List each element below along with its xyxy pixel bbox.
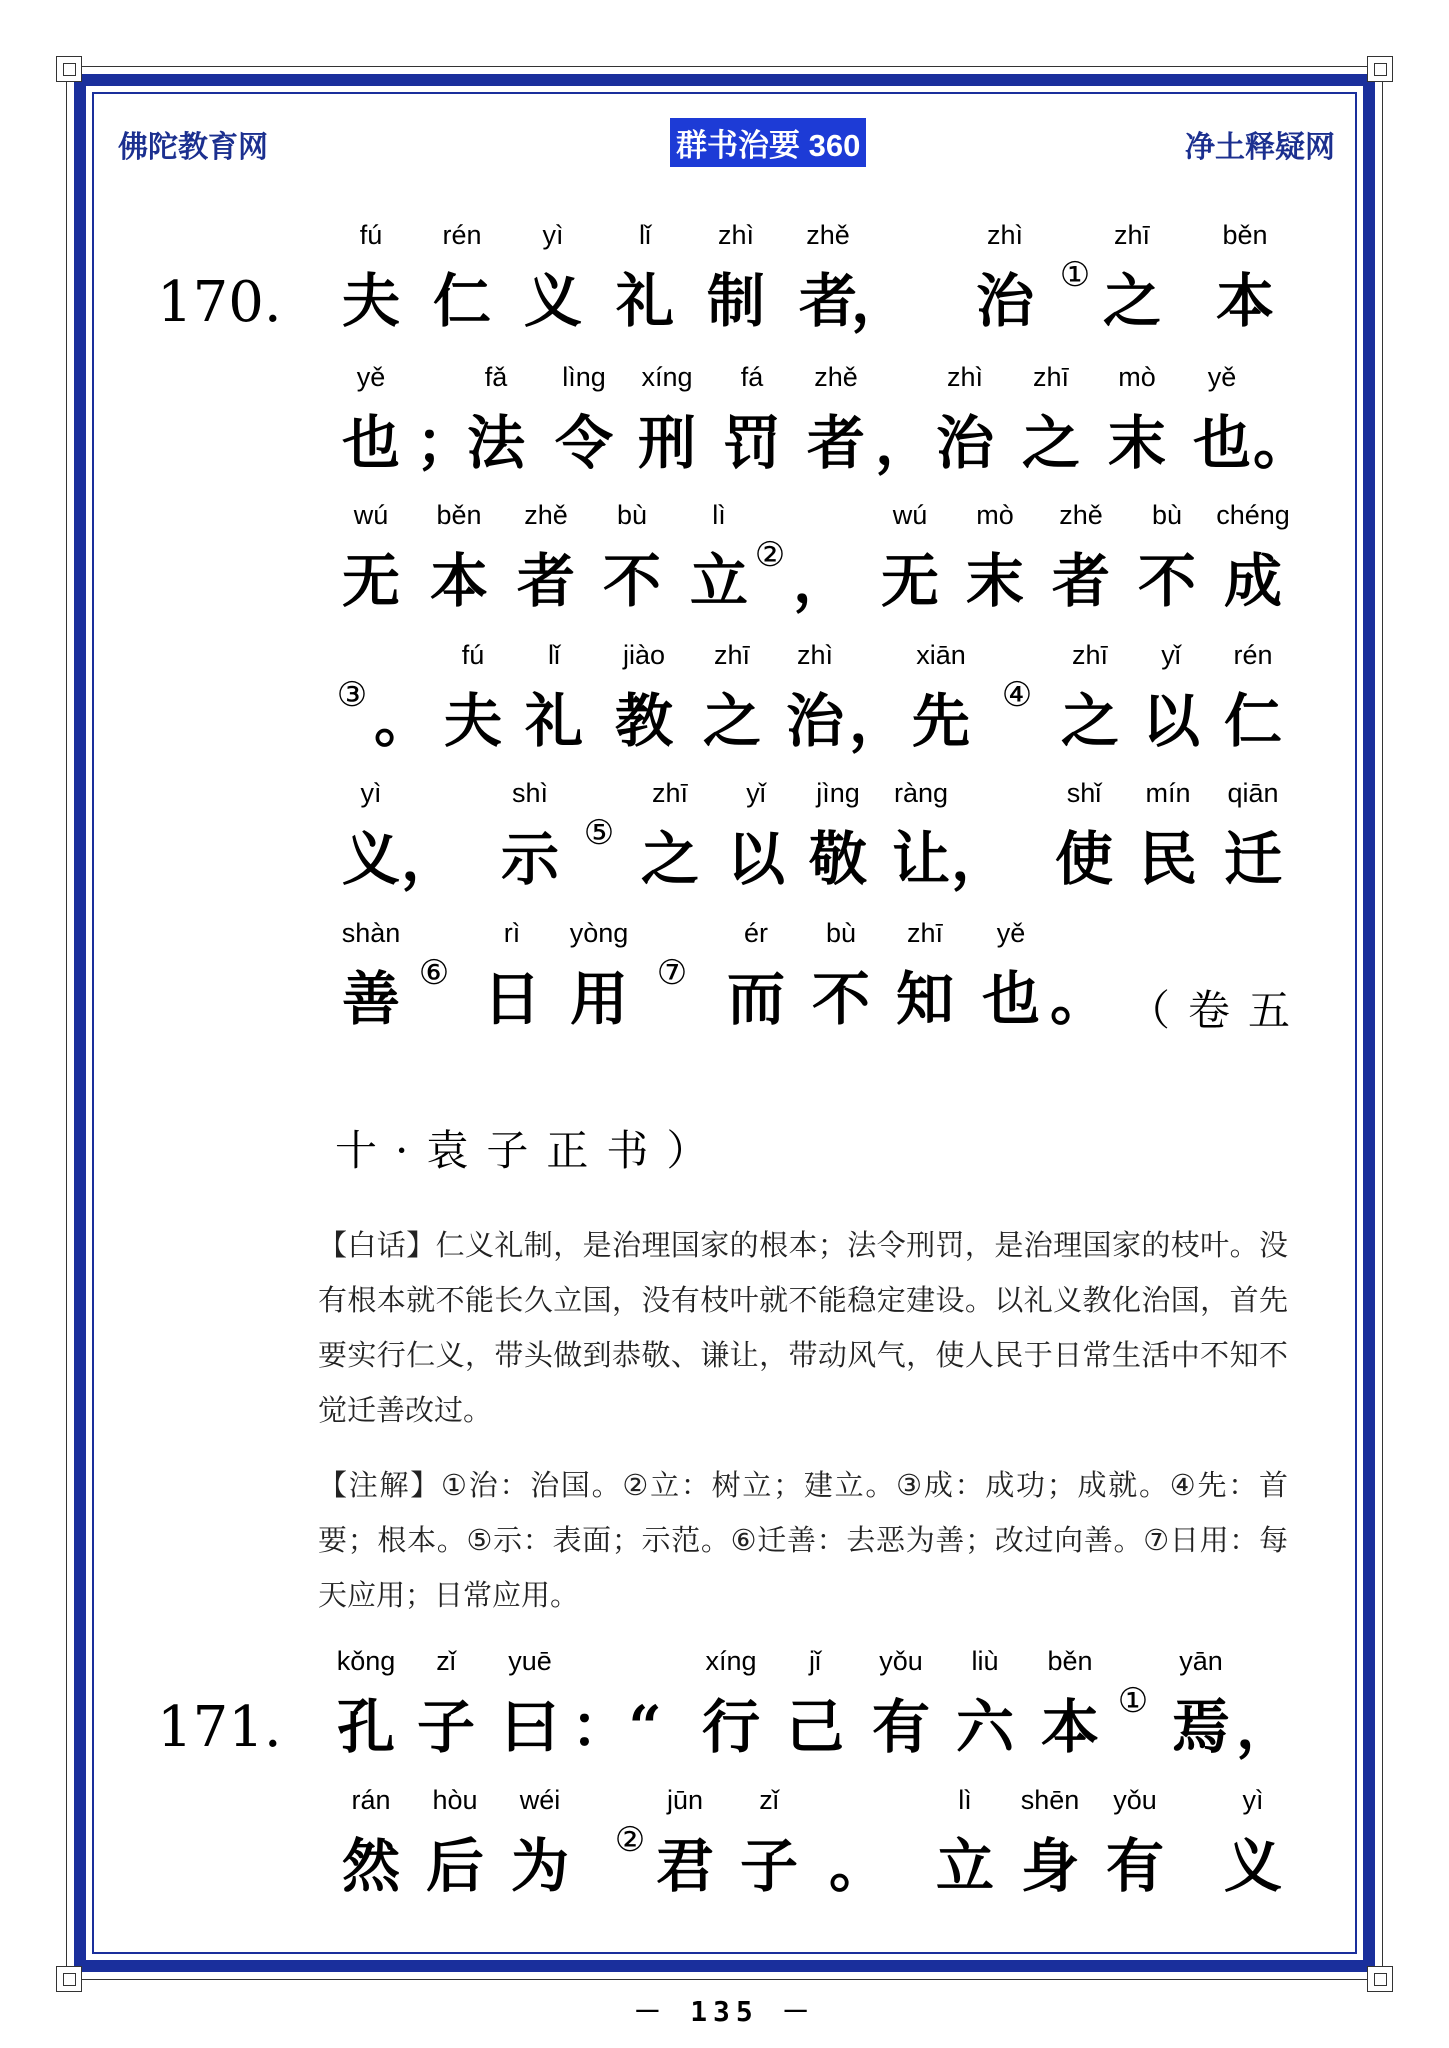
hanzi-character: 不 — [602, 547, 662, 615]
hanzi-character: 子 — [739, 1832, 799, 1900]
entry-number: 171. — [157, 1695, 282, 1760]
hanzi-character: 之 — [1102, 267, 1162, 335]
pinyin-annotation: zhě — [814, 362, 858, 392]
pinyin-annotation: liù — [971, 1646, 999, 1676]
pinyin-annotation: zhī — [651, 778, 689, 808]
hanzi-character: 礼 — [615, 267, 675, 335]
pinyin-annotation: zhì — [717, 220, 755, 250]
pinyin-annotation: yǐ — [1161, 640, 1181, 670]
hanzi-character: 者 — [798, 267, 858, 335]
pinyin-annotation: shǐ — [1066, 778, 1102, 808]
hanzi-character: ， — [950, 825, 1010, 893]
hanzi-character: 者 — [806, 409, 866, 477]
hanzi-character: 行 — [701, 1693, 761, 1761]
hanzi-character: 以 — [1141, 687, 1201, 755]
hanzi-character: 义 — [1223, 1832, 1283, 1900]
hanzi-character: 后 — [425, 1832, 485, 1900]
pinyin-annotation: yuē — [508, 1646, 552, 1676]
hanzi-character: 然 — [341, 1832, 401, 1900]
hanzi-character: 示 — [500, 825, 560, 893]
pinyin-annotation: lǐ — [548, 640, 560, 670]
hanzi-character: 本 — [1040, 1693, 1100, 1761]
pinyin-annotation: jiào — [622, 640, 666, 670]
hanzi-character: 己 — [785, 1693, 845, 1761]
verse-line — [0, 220, 1449, 360]
hanzi-character: 教 — [614, 687, 674, 755]
pinyin-annotation: yǒu — [879, 1646, 923, 1676]
verse-line — [0, 640, 1449, 780]
hanzi-character: 末 — [1107, 409, 1167, 477]
source-citation-start: （卷五 — [1128, 986, 1309, 1035]
pinyin-annotation: chéng — [1216, 500, 1290, 530]
hanzi-character: ， — [792, 547, 852, 615]
pinyin-annotation: yě — [356, 362, 386, 392]
corner-ornament — [1367, 56, 1393, 82]
pinyin-annotation: yì — [360, 778, 382, 808]
pinyin-annotation: yě — [1207, 362, 1237, 392]
verse-line — [0, 778, 1449, 918]
hanzi-character: “ — [628, 1693, 662, 1761]
hanzi-character: 制 — [706, 267, 766, 335]
footnote-marker: ⑤ — [583, 813, 615, 853]
hanzi-character: 罚 — [722, 409, 782, 477]
pinyin-annotation: lǐ — [639, 220, 651, 250]
pinyin-annotation: zhī — [1113, 220, 1151, 250]
pinyin-annotation: yì — [542, 220, 564, 250]
pinyin-annotation: mín — [1145, 778, 1191, 808]
hanzi-character: 之 — [1060, 687, 1120, 755]
footnote-marker: ② — [754, 535, 786, 575]
hanzi-character: ， — [848, 687, 908, 755]
hanzi-character: 夫 — [341, 267, 401, 335]
verse-line — [0, 1785, 1449, 1925]
pinyin-annotation: yì — [1242, 1785, 1264, 1815]
hanzi-character: 子 — [416, 1693, 476, 1761]
hanzi-character: 而 — [726, 965, 786, 1033]
pinyin-annotation: ràng — [893, 778, 949, 808]
pinyin-annotation: mò — [976, 500, 1014, 530]
pinyin-annotation: zhì — [986, 220, 1024, 250]
hanzi-character: 也 — [341, 409, 401, 477]
hanzi-character: 有 — [1105, 1832, 1165, 1900]
pinyin-annotation: bù — [1151, 500, 1183, 530]
pinyin-annotation: wú — [892, 500, 928, 530]
hanzi-character: 曰 — [500, 1693, 560, 1761]
hanzi-character: 使 — [1054, 825, 1114, 893]
hanzi-character: 日 — [482, 965, 542, 1033]
pinyin-annotation: fú — [461, 640, 485, 670]
hanzi-character: 为 — [510, 1832, 570, 1900]
pinyin-annotation: yòng — [569, 918, 629, 948]
footnote-marker: ③ — [336, 675, 368, 715]
pinyin-annotation: běn — [1047, 1646, 1093, 1676]
hanzi-character: 也 — [1192, 409, 1252, 477]
hanzi-character: 敬 — [808, 825, 868, 893]
pinyin-annotation: zhī — [1032, 362, 1070, 392]
pinyin-annotation: ér — [743, 918, 769, 948]
hanzi-character: 知 — [895, 965, 955, 1033]
hanzi-character: 让 — [891, 825, 951, 893]
book-title-badge: 群书治要 360 — [670, 118, 866, 167]
pinyin-annotation: rén — [1233, 640, 1273, 670]
pinyin-annotation: yǐ — [746, 778, 766, 808]
hanzi-character: 本 — [1215, 267, 1275, 335]
hanzi-character: 有 — [871, 1693, 931, 1761]
page-number: － 135 － — [633, 1995, 816, 2028]
hanzi-character: 无 — [880, 547, 940, 615]
corner-ornament — [56, 56, 82, 82]
hanzi-character: 之 — [1021, 409, 1081, 477]
pinyin-annotation: wú — [353, 500, 389, 530]
pinyin-annotation: rén — [442, 220, 482, 250]
annotation-notes: 【注解】①治：治国。②立：树立；建立。③成：成功；成就。④先：首要；根本。⑤示：表面；示范。⑥迁善：去恶为善；改过向善。⑦日用：每天应用；日常应用。 — [318, 1468, 1288, 1612]
pinyin-annotation: zhī — [906, 918, 944, 948]
site-name-right: 净土释疑网 — [1185, 131, 1335, 164]
hanzi-character: 无 — [341, 547, 401, 615]
hanzi-character: 治 — [935, 409, 995, 477]
pinyin-annotation: zhě — [524, 500, 568, 530]
hanzi-character: ： — [570, 1693, 630, 1761]
verse-line — [0, 500, 1449, 640]
pinyin-annotation: zhě — [1059, 500, 1103, 530]
pinyin-annotation: fá — [740, 362, 764, 392]
pinyin-annotation: qiān — [1227, 778, 1279, 808]
pinyin-annotation: yān — [1179, 1646, 1223, 1676]
pinyin-annotation: jūn — [666, 1785, 704, 1815]
pinyin-annotation: shēn — [1020, 1785, 1080, 1815]
hanzi-character: 者 — [1051, 547, 1111, 615]
footnote-marker: ⑦ — [656, 953, 688, 993]
verse-line — [0, 1646, 1449, 1786]
pinyin-annotation: fǎ — [484, 362, 508, 392]
corner-ornament — [1367, 1966, 1393, 1992]
footnote-marker: ⑥ — [418, 953, 450, 993]
hanzi-character: 民 — [1138, 825, 1198, 893]
hanzi-character: 治 — [785, 687, 845, 755]
pinyin-annotation: lì — [712, 500, 726, 530]
pinyin-annotation: zhì — [946, 362, 984, 392]
hanzi-character: 孔 — [336, 1693, 396, 1761]
hanzi-character: 。 — [1049, 965, 1109, 1033]
pinyin-annotation: běn — [1222, 220, 1268, 250]
pinyin-annotation: bù — [616, 500, 648, 530]
pinyin-annotation: shì — [511, 778, 549, 808]
hanzi-character: 之 — [702, 687, 762, 755]
pinyin-annotation: yǒu — [1113, 1785, 1157, 1815]
hanzi-character: ， — [850, 267, 910, 335]
hanzi-character: 焉 — [1171, 1693, 1231, 1761]
pinyin-annotation: xiān — [916, 640, 966, 670]
pinyin-annotation: zhī — [1071, 640, 1109, 670]
entry-number: 170. — [157, 270, 282, 335]
hanzi-character: 义 — [341, 825, 401, 893]
hanzi-character: 立 — [689, 547, 749, 615]
pinyin-annotation: zǐ — [759, 1785, 779, 1815]
hanzi-character: 身 — [1020, 1832, 1080, 1900]
hanzi-character: 不 — [1137, 547, 1197, 615]
pinyin-annotation: shàn — [341, 918, 401, 948]
pinyin-annotation: mò — [1118, 362, 1156, 392]
footnote-marker: ① — [1059, 255, 1091, 295]
pinyin-annotation: jǐ — [809, 1646, 821, 1676]
hanzi-character: 仁 — [432, 267, 492, 335]
pinyin-annotation: fú — [359, 220, 383, 250]
pinyin-annotation: kǒng — [336, 1646, 396, 1676]
hanzi-character: 善 — [341, 965, 401, 1033]
hanzi-character: 末 — [965, 547, 1025, 615]
pinyin-annotation: zhě — [806, 220, 850, 250]
hanzi-character: 义 — [523, 267, 583, 335]
pinyin-annotation: wéi — [519, 1785, 561, 1815]
pinyin-annotation: zǐ — [436, 1646, 456, 1676]
hanzi-character: 夫 — [443, 687, 503, 755]
hanzi-character: 令 — [554, 409, 614, 477]
vernacular-translation: 【白话】仁义礼制，是治理国家的根本；法令刑罚，是治理国家的枝叶。没有根本就不能长久立国，没有枝叶就不能稳定建设。以礼义教化治国，首先要实行仁义，带头做到恭敬、谦让，带动风气，使人民于日常生活中不知不觉迁善改过。 — [318, 1228, 1288, 1427]
hanzi-character: 以 — [726, 825, 786, 893]
pinyin-annotation: zhì — [796, 640, 834, 670]
hanzi-character: 成 — [1223, 547, 1283, 615]
hanzi-character: ， — [874, 409, 934, 477]
footnote-marker: ② — [614, 1820, 646, 1860]
pinyin-annotation: hòu — [432, 1785, 478, 1815]
source-citation-end: 十·袁子正书） — [335, 1126, 727, 1175]
pinyin-annotation: xíng — [705, 1646, 757, 1676]
pinyin-annotation: yě — [996, 918, 1026, 948]
pinyin-annotation: rì — [503, 918, 521, 948]
hanzi-character: 刑 — [637, 409, 697, 477]
pinyin-annotation: bù — [825, 918, 857, 948]
footnote-marker: ④ — [1001, 675, 1033, 715]
hanzi-character: 。 — [828, 1832, 888, 1900]
hanzi-character: 君 — [655, 1832, 715, 1900]
hanzi-character: ， — [400, 825, 460, 893]
corner-ornament — [56, 1966, 82, 1992]
hanzi-character: 先 — [911, 687, 971, 755]
hanzi-character: 也 — [981, 965, 1041, 1033]
pinyin-annotation: xíng — [641, 362, 693, 392]
hanzi-character: 立 — [935, 1832, 995, 1900]
hanzi-character: 本 — [429, 547, 489, 615]
hanzi-character: ； — [415, 409, 475, 477]
hanzi-character: 治 — [975, 267, 1035, 335]
hanzi-character: 用 — [569, 965, 629, 1033]
verse-line — [0, 362, 1449, 502]
hanzi-character: 之 — [640, 825, 700, 893]
footnote-marker: ① — [1117, 1681, 1149, 1721]
hanzi-character: 。 — [1252, 409, 1312, 477]
hanzi-character: ， — [1235, 1693, 1295, 1761]
hanzi-character: 迁 — [1223, 825, 1283, 893]
hanzi-character: 法 — [466, 409, 526, 477]
pinyin-annotation: lìng — [562, 362, 606, 392]
pinyin-annotation: rán — [351, 1785, 391, 1815]
hanzi-character: 。 — [373, 687, 433, 755]
hanzi-character: 不 — [811, 965, 871, 1033]
pinyin-annotation: zhī — [713, 640, 751, 670]
hanzi-character: 六 — [955, 1693, 1015, 1761]
pinyin-annotation: lì — [958, 1785, 972, 1815]
pinyin-annotation: jìng — [816, 778, 860, 808]
hanzi-character: 者 — [516, 547, 576, 615]
hanzi-character: 仁 — [1223, 687, 1283, 755]
site-name-left: 佛陀教育网 — [118, 131, 268, 164]
hanzi-character: 礼 — [524, 687, 584, 755]
pinyin-annotation: běn — [436, 500, 482, 530]
